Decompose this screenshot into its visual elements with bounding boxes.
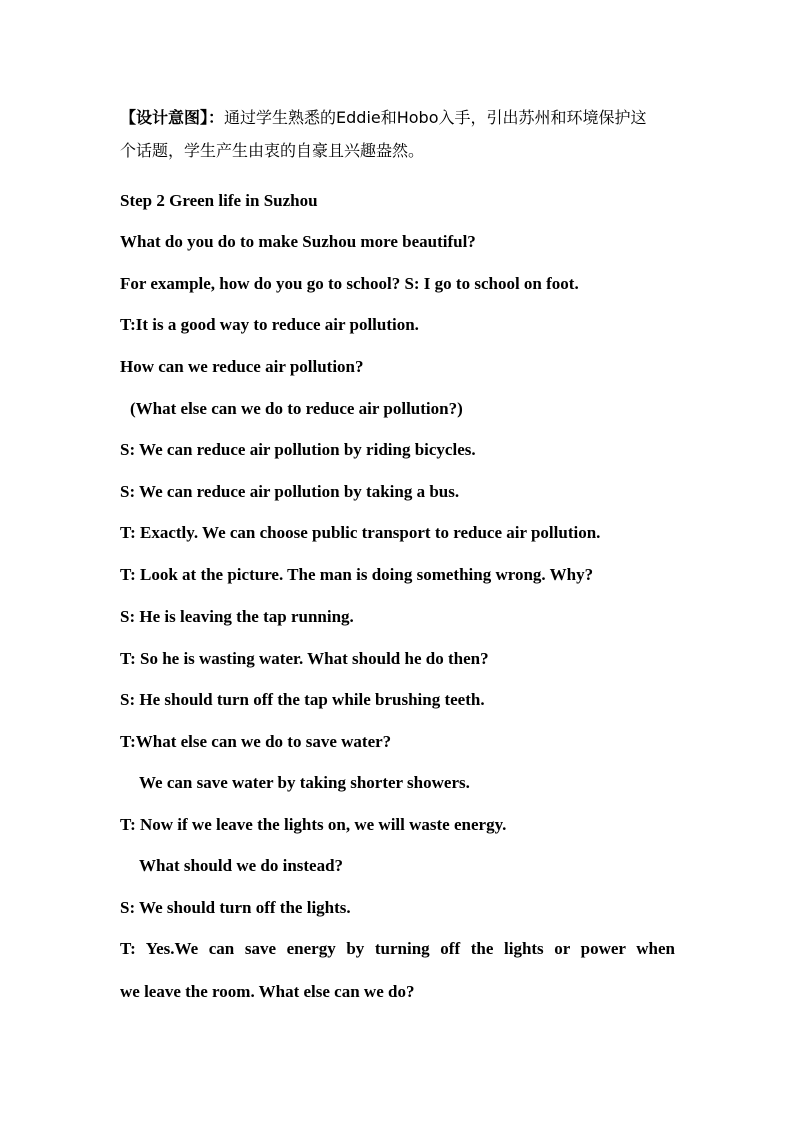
design-intent-line-1 [120,107,647,129]
design-intent-text: 通过学生熟悉的Eddie和Hobo入手，引出苏州和环境保护这 [224,108,647,127]
dialogue-line: S: We can reduce air pollution by taking a bus. [120,482,460,501]
dialogue-line: We can save water by taking shorter showers. [139,773,470,792]
dialogue-line: T:What else can we do to save water? [120,732,392,751]
dialogue-line: S: He should turn off the tap while brushing teeth. [120,690,485,709]
dialogue-line: S: We can reduce air pollution by riding bicycles. [120,440,476,459]
dialogue-line: T: Now if we leave the lights on, we will waste energy. [120,815,507,834]
dialogue-line: (What else can we do to reduce air pollution?) [130,399,463,418]
dialogue-line: How can we reduce air pollution? [120,357,364,376]
design-intent-line-2 [120,140,424,162]
dialogue-line: T: Yes.We can save energy by turning off the lights or power when [120,939,675,958]
dialogue-line: T: Exactly. We can choose public transport to reduce air pollution. [120,523,601,542]
dialogue-line: For example, how do you go to school? S: I go to school on foot. [120,274,579,293]
dialogue-line: S: We should turn off the lights. [120,898,351,917]
dialogue-line: T: Look at the picture. The man is doing something wrong. Why? [120,565,594,584]
dialogue-line: What should we do instead? [139,856,344,875]
design-intent-text-continued: 个话题，学生产生由衷的自豪且兴趣盎然。 [120,141,425,160]
step-heading: Step 2 Green life in Suzhou [120,191,318,210]
dialogue-line: T: So he is wasting water. What should he do then? [120,649,489,668]
design-intent-heading: 【设计意图】： [120,108,225,127]
dialogue-line: What do you do to make Suzhou more beautiful? [120,232,476,251]
dialogue-line: we leave the room. What else can we do? [120,982,415,1001]
dialogue-line: T:It is a good way to reduce air pollution. [120,315,419,334]
dialogue-line: S: He is leaving the tap running. [120,607,354,626]
